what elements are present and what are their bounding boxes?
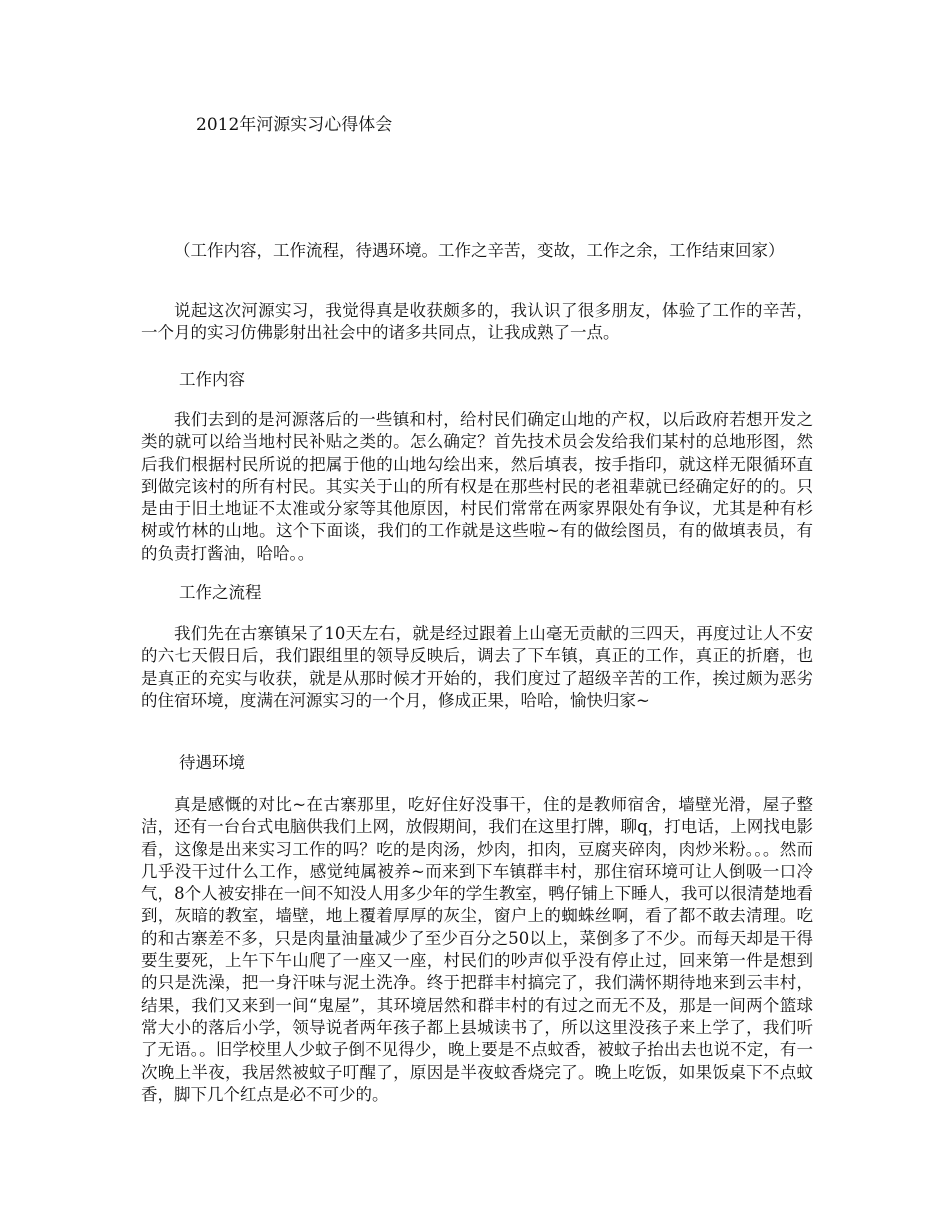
intro-paragraph: （工作内容，工作流程，待遇环境。工作之辛苦，变故，工作之余，工作结束回家）	[174, 241, 785, 260]
section-paragraph-work-content: 我们去到的是河源落后的一些镇和村，给村民们确定山地的产权，以后政府若想开发之类的就可以给当地村民补贴之类的。怎么确定？首先技术员会发给我们某村的总地形图，然后我们根据村民所说的把属于他的山地勾绘出来，然后填表，按手指印，就这样无限循环直到做完该村的所有村民。其实关于山的所有权是在那些村民的老祖辈就已经确定好的的。只是由于旧土地证不太准或分家等其他原因，村民们常常在两家界限处有争议，尤其是种有杉树或竹林的山地。这个下面谈，我们的工作就是这些啦~有的做绘图员，有的做填表员，有的负责打酱油，哈哈。。	[141, 410, 813, 563]
section-heading-treatment: 待遇环境	[179, 753, 245, 772]
section-heading-work-content: 工作内容	[179, 370, 245, 389]
section-paragraph-work-process: 我们先在古寨镇呆了10天左右，就是经过跟着上山毫无贡献的三四天，再度过让人不安的六七天假日后，我们跟组里的领导反映后，调去了下车镇，真正的工作，真正的折磨，也是真正的充实与收获，就是从那时候才开始的，我们度过了超级辛苦的工作，挨过颇为恶劣的住宿环境，度满在河源实习的一个月，修成正果，哈哈，愉快归家~	[141, 624, 813, 710]
section-heading-work-process: 工作之流程	[179, 583, 262, 602]
summary-paragraph: 说起这次河源实习，我觉得真是收获颇多的，我认识了很多朋友，体验了工作的辛苦，一个月的实习仿佛影射出社会中的诸多共同点，让我成熟了一点。	[141, 301, 813, 343]
section-paragraph-treatment: 真是感慨的对比~在古寨那里，吃好住好没事干，住的是教师宿舍，墙壁光滑，屋子整洁，还有一台台式电脑供我们上网，放假期间，我们在这里打牌，聊q，打电话，上网找电影看，这像是出来实习工作的吗？吃的是肉汤，炒肉，扣肉，豆腐夹碎肉，肉炒米粉。。。然而几乎没干过什么工作，感觉纯属被养~而来到下车镇群丰村，那住宿环境可让人倒吸一口冷气，8个人被安排在一间不知没人用多少年的学生教室，鸭仔铺上下睡人，我可以很清楚地看到，灰暗的教室，墙壁，地上覆着厚厚的灰尘，窗户上的蜘蛛丝啊，看了都不敢去清理。吃的和古寨差不多，只是肉量油量减少了至少百分之50以上，菜倒多了不少。而每天却是干得要生要死，上午下午山爬了一座又一座，村民们的吵声似乎没有停止过，回来第一件是想到的只是洗澡，把一身汗味与泥土洗净。终于把群丰村搞完了，我们满怀期待地来到云丰村，结果，我们又来到一间“鬼屋”，其环境居然和群丰村的有过之而无不及，那是一间两个篮球常大小的落后小学，领导说者两年孩子都上县城读书了，所以这里没孩子来上学了，我们听了无语。。旧学校里人少蚊子倒不见得少，晚上要是不点蚊香，被蚊子抬出去也说不定，有一次晚上半夜，我居然被蚊子叮醒了，原因是半夜蚊香烧完了。晚上吃饭，如果饭桌下不点蚊香，脚下几个红点是必不可少的。	[141, 795, 813, 1104]
document-title: 2012年河源实习心得体会	[196, 115, 393, 135]
